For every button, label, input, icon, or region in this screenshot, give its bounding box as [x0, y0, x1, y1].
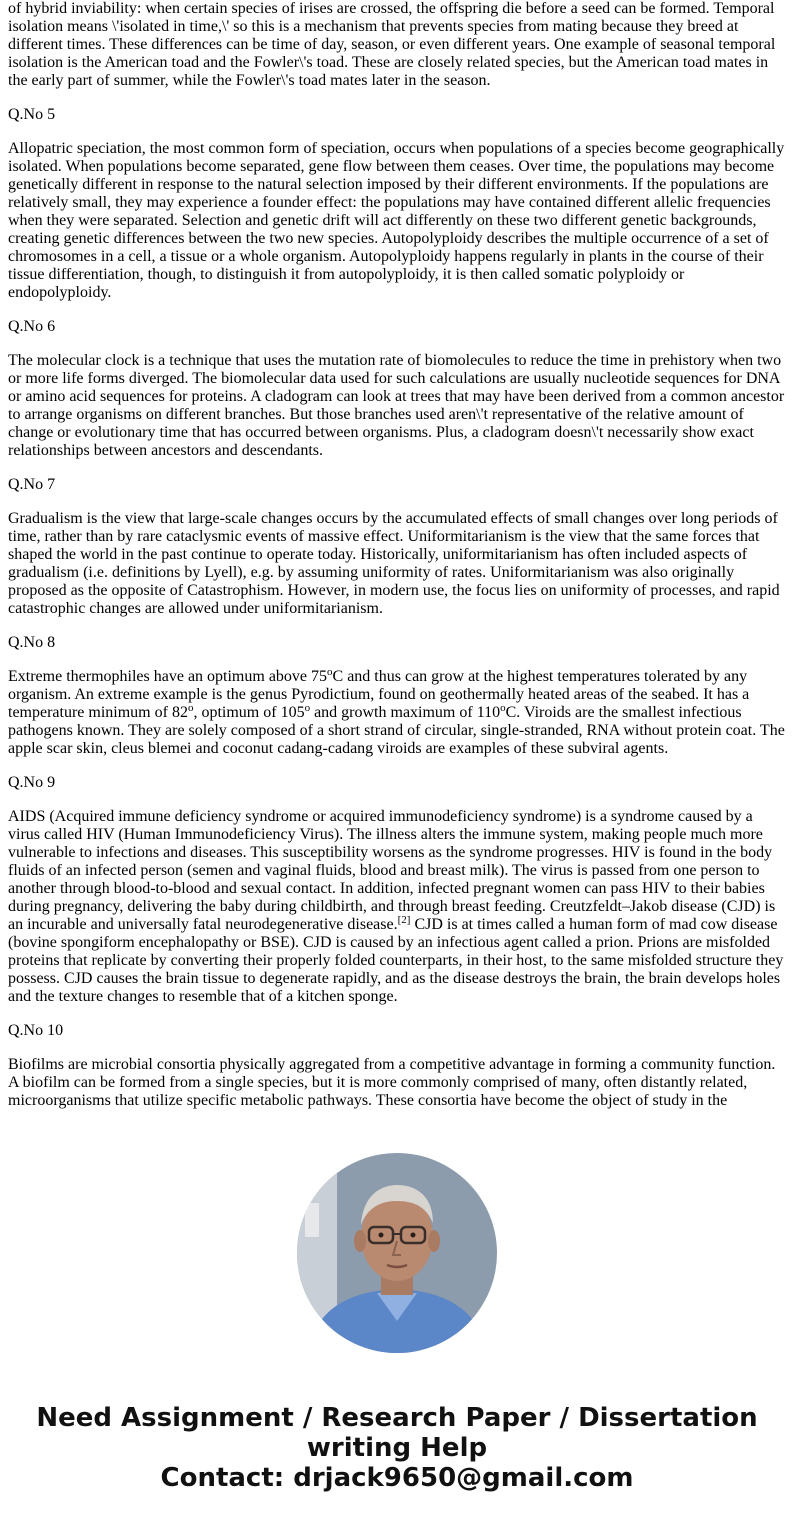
answer-paragraph-8 — [8, 668, 786, 758]
text-span: and growth maximum of 110 — [310, 704, 501, 721]
paragraph-continuation: of hybrid inviability: when certain species of irises are crossed, the offspring die before a seed can be formed. Temporal isolation means \'isolated in time,\' so this is a mechanism that prevents species from mating because they breed at different times. These differences can be time of day, season, or even different years. One example of seasonal temporal isolation is the American toad and the Fowler\'s toad. These are closely related species, but the American toad mates in the early part of summer, while the Fowler\'s toad mates later in the season. — [8, 0, 776, 89]
promo-message — [0, 1403, 794, 1493]
question-label-5: Q.No 5 — [8, 106, 56, 123]
text-span: CJD is at times called a human form of mad cow disease (bovine spongiform encephalopathy or BSE). CJD is caused by an infectious agent called a prion. Prions are misfolded proteins that replicate by converting their properly folded counterparts, in their host, to the same misfolded structure they possess. CJD causes the brain tissue to degenerate rapidly, and as the disease destroys the brain, the brain develops holes and the texture changes to resemble that of a kitchen sponge. — [8, 916, 784, 1005]
question-label-7: Q.No 7 — [8, 476, 56, 493]
text-span: , optimum of 105 — [193, 704, 305, 721]
citation-superscript[interactable]: [2] — [397, 914, 411, 926]
promo-contact-email[interactable]: Contact: drjack9650@gmail.com — [160, 1463, 634, 1493]
degree-superscript: o — [187, 702, 194, 714]
text-span: C and thus can grow at the highest temperatures tolerated by any organism. An extreme example is the genus Pyrodictium, found on geothermally heated areas of the seabed. It has a temperature minimum of 82 — [8, 668, 750, 721]
degree-superscript: o — [327, 666, 333, 678]
text-span: Extreme thermophiles have an optimum above 75 — [8, 668, 328, 685]
avatar — [297, 1153, 497, 1353]
person-portrait-image — [297, 1153, 497, 1353]
answer-paragraph-9 — [8, 808, 786, 1006]
text-span: AIDS (Acquired immune deficiency syndrome or acquired immunodeficiency syndrome) is a syndrome caused by a virus called HIV (Human Immunodeficiency Virus). The illness alters the immune system, making people much more vulnerable to infections and diseases. This susceptibility worsens as the syndrome progresses. HIV is found in the body fluids of an infected person (semen and vaginal fluids, blood and breast milk). The virus is passed from one person to another through blood-to-blood and sexual contact. In addition, infected pregnant women can pass HIV to their babies during pregnancy, delivering the baby during childbirth, and through breast feeding. Creutzfeldt–Jakob disease (CJD) is an incurable and universally fatal neurodegenerative disease. — [8, 808, 776, 933]
question-label-6: Q.No 6 — [8, 318, 56, 335]
answer-paragraph-6: The molecular clock is a technique that uses the mutation rate of biomolecules to reduce the time in prehistory when two or more life forms diverged. The biomolecular data used for such calculations are usually nucleotide sequences for DNA or amino acid sequences for proteins. A cladogram can look at trees that may have been derived from a common ancestor to arrange organisms on different branches. But those branches used aren\'t representative of the relative amount of change or evolutionary time that has occurred between organisms. Plus, a cladogram doesn\'t necessarily show exact relationships between ancestors and descendants. — [8, 352, 785, 459]
document-body — [8, 0, 786, 1123]
question-label-10: Q.No 10 — [8, 1022, 64, 1039]
question-label-8: Q.No 8 — [8, 634, 56, 651]
text-span: C. Viroids are the smallest infectious pathogens known. They are solely composed of a short strand of circular, single-stranded, RNA without protein coat. The apple scar skin, cleus blemei and coconut cadang-cadang viroids are examples of these subviral agents. — [8, 704, 785, 757]
answer-paragraph-7: Gradualism is the view that large-scale changes occurs by the accumulated effects of small changes over long periods of time, rather than by rare cataclysmic events of massive effect. Uniformitarianism is the view that the same forces that shaped the world in the past continue to operate today. Historically, uniformitarianism has often included aspects of gradualism (i.e. definitions by Lyell), e.g. by assuming uniformity of rates. Uniformitarianism was also originally proposed as the opposite of Catastrophism. However, in modern use, the focus lies on uniformity of processes, and rapid catastrophic changes are allowed under uniformitarianism. — [8, 510, 780, 617]
promo-line-2: writing Help — [306, 1433, 488, 1463]
degree-superscript: o — [304, 702, 311, 714]
answer-paragraph-10: Biofilms are microbial consortia physically aggregated from a competitive advantage in forming a community function. A biofilm can be formed from a single species, but it is more commonly comprised of many, often distantly related, microorganisms that utilize specific metabolic pathways. These consortia have become the object of study in the — [8, 1056, 776, 1109]
answer-paragraph-5: Allopatric speciation, the most common form of speciation, occurs when populations of a species become geographically isolated. When populations become separated, gene flow between them ceases. Over time, the populations may become genetically different in response to the natural selection imposed by their different environments. If the populations are relatively small, they may experience a founder effect: the populations may have contained different allelic frequencies when they were separated. Selection and genetic drift will act differently on these two different genetic backgrounds, creating genetic differences between the two new species. Autopolyploidy describes the multiple occurrence of a set of chromosomes in a cell, a tissue or a whole organism. Autopolyploidy happens regularly in plants in the course of their tissue differentiation, though, to distinguish it from autopolyploidy, it is then called somatic polyploidy or endopolyploidy. — [8, 140, 785, 301]
degree-superscript: o — [500, 702, 506, 714]
promo-line-1: Need Assignment / Research Paper / Dissertation — [36, 1403, 758, 1433]
question-label-9: Q.No 9 — [8, 774, 56, 791]
promo-section — [0, 1123, 794, 1523]
